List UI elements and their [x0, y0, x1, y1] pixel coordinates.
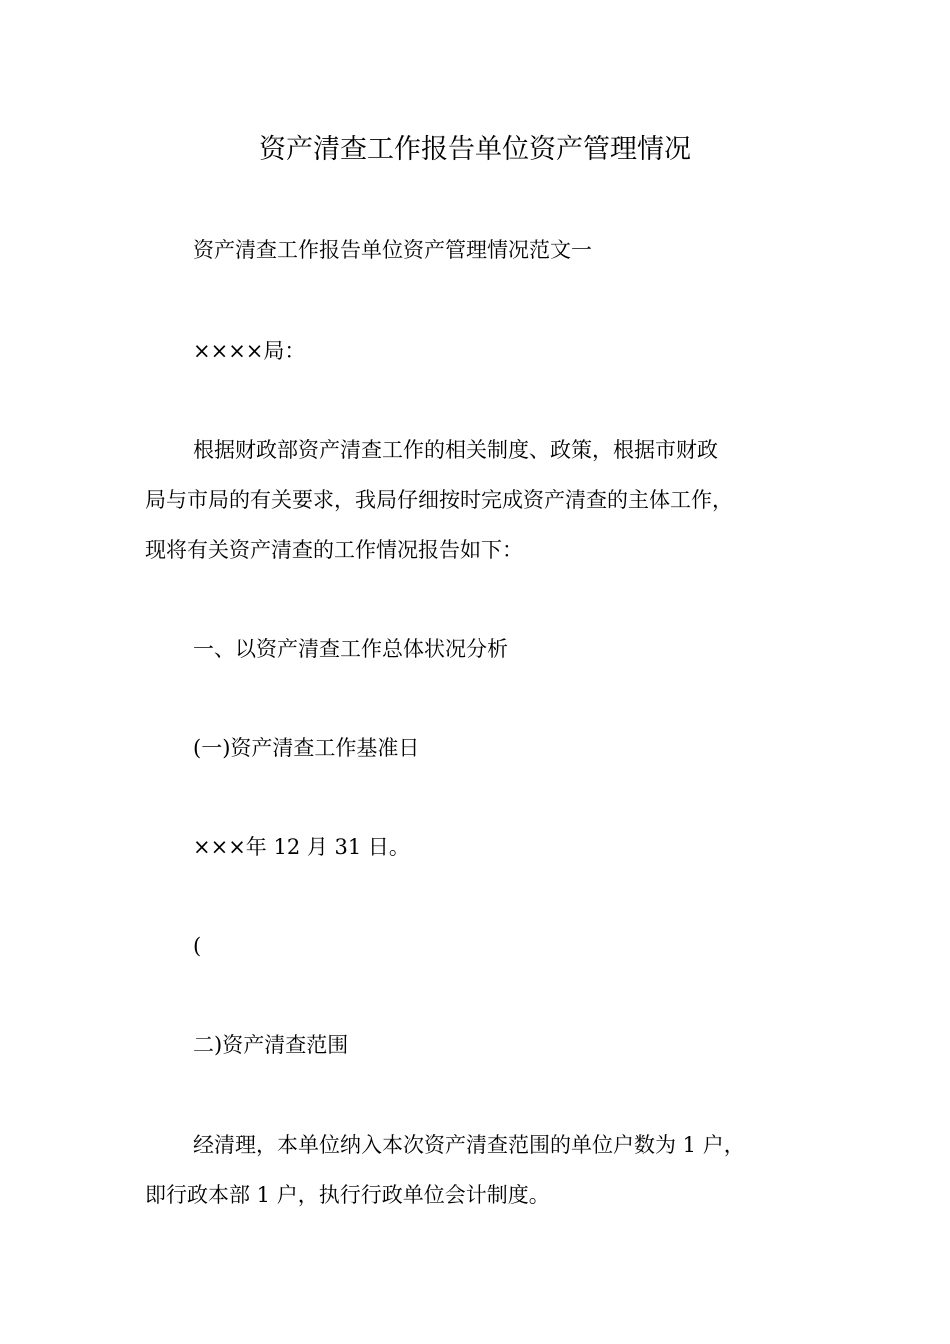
paragraph-line: (一)资产清查工作基准日 — [193, 736, 420, 760]
paragraph-subtitle — [145, 225, 825, 275]
paragraph-line: 一、以资产清查工作总体状况分析 — [193, 637, 508, 661]
paragraph-line: 局与市局的有关要求，我局仔细按时完成资产清查的主体工作， — [145, 488, 733, 512]
paragraph-line: 资产清查工作报告单位资产管理情况范文一 — [193, 238, 592, 262]
section-heading-1 — [145, 624, 825, 674]
paragraph-line: 二)资产清查范围 — [193, 1033, 349, 1057]
paragraph-intro — [145, 425, 825, 575]
paragraph-line: 即行政本部 1 户，执行行政单位会计制度。 — [145, 1183, 550, 1207]
subsection-heading-2 — [145, 1020, 825, 1070]
document-title: 资产清查工作报告单位资产管理情况 — [259, 134, 691, 165]
subsection-heading-1 — [145, 723, 825, 773]
paragraph-line: ×××年 12 月 31 日。 — [193, 835, 410, 859]
paragraph-line: ( — [193, 934, 202, 958]
paragraph-line: ××××局： — [193, 339, 306, 363]
paragraph-date — [145, 822, 825, 872]
paragraph-line: 经清理，本单位纳入本次资产清查范围的单位户数为 1 户， — [193, 1133, 745, 1157]
paragraph-scope — [145, 1120, 825, 1220]
paragraph-line: 根据财政部资产清查工作的相关制度、政策，根据市财政 — [193, 438, 718, 462]
paragraph-paren — [145, 921, 825, 971]
paragraph-line: 现将有关资产清查的工作情况报告如下： — [145, 538, 523, 562]
paragraph-addressee — [145, 326, 825, 376]
